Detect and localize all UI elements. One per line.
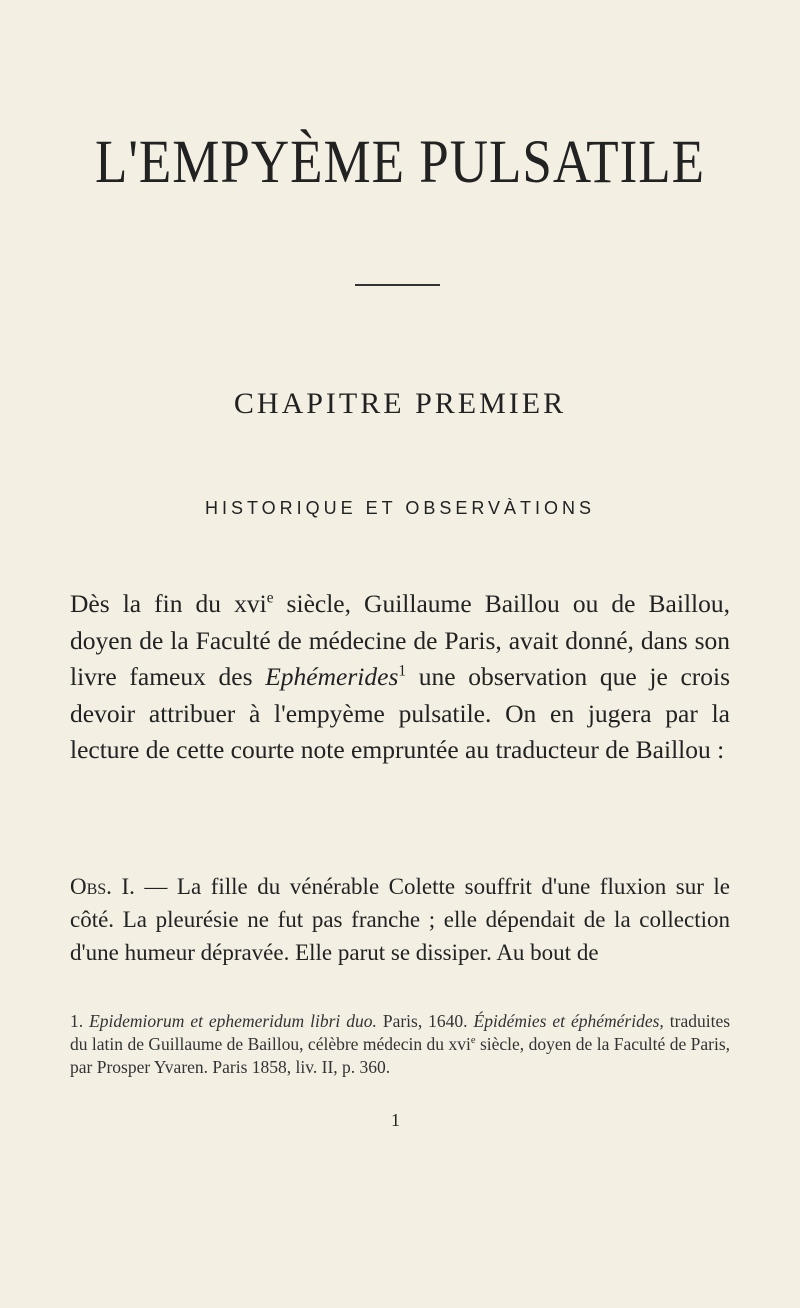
paragraph-text-1: Dès la fin du xvi [70, 589, 267, 618]
observation-text: La fille du vénérable Colette souffrit d'une fluxion sur le côté. La pleurésie ne fut pas franche ; elle dépendait de la collection d'une humeur dépravée. Elle parut se dissiper. Au bout de [70, 874, 730, 965]
paragraph-text-2: siècle, Guillaume Baillou ou de Baillou, doyen de la Faculté de médecine de Paris, avait donné, dans son livre fameux des [70, 589, 730, 692]
century-superscript: e [266, 589, 274, 607]
footnote [70, 1010, 730, 1079]
chapter-heading: CHAPITRE PREMIER [233, 387, 567, 420]
footnote-text-1: Paris, 1640. [376, 1011, 474, 1031]
title-divider [355, 284, 440, 286]
footnote-italic-2: Épidémies et éphémérides, [473, 1011, 664, 1031]
footnote-text-3: siècle, doyen de la Faculté de Paris, par Prosper Yvaren. Paris 1858, liv. II, p. 360. [70, 1034, 731, 1077]
book-title-italic: Ephémerides [265, 662, 399, 692]
footnote-italic-1: Epidemiorum et ephemeridum libri duo. [89, 1011, 377, 1031]
observation-label: Obs. I. — [70, 874, 168, 899]
paragraph-text-3: une observation que je crois devoir attribuer à l'empyème pulsatile. On en jugera par la lecture de cette courte note empruntée au traducteur de Baillou : [70, 662, 731, 765]
page-number: 1 [391, 1110, 400, 1130]
footnote-text-2: traduites du latin de Guillaume de Baillou, célèbre médecin du xvi [70, 1011, 731, 1054]
observation-paragraph [70, 870, 730, 969]
page-title: L'EMPYÈME PULSATILE [94, 129, 706, 196]
footnote-superscript: e [470, 1035, 476, 1047]
intro-paragraph [70, 586, 730, 769]
footnote-number: 1. [70, 1011, 84, 1031]
footnote-reference[interactable]: 1 [398, 662, 407, 680]
section-heading: HISTORIQUE ET OBSERVÀTIONS [204, 498, 596, 518]
